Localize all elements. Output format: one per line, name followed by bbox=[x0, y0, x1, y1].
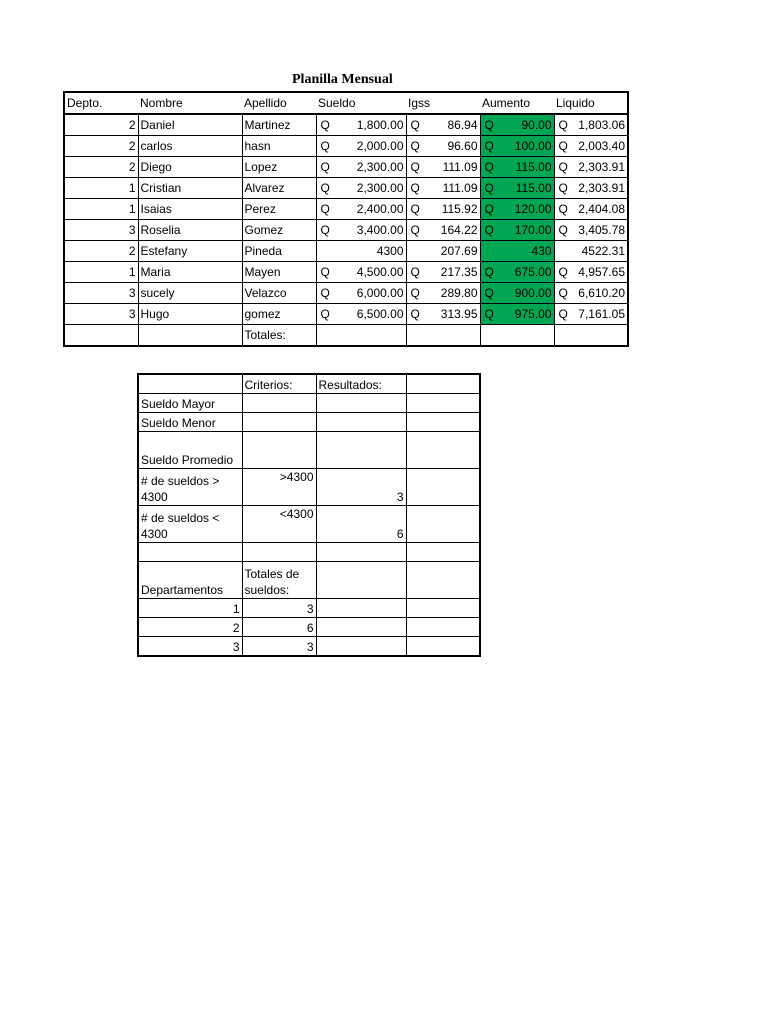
departamento-total[interactable]: 3 bbox=[242, 637, 316, 657]
departamento-total[interactable]: 6 bbox=[242, 618, 316, 637]
sueldo-menor-row bbox=[138, 413, 480, 432]
amount: 1,803.06 bbox=[578, 118, 625, 132]
cell[interactable] bbox=[64, 325, 138, 347]
cell[interactable] bbox=[316, 413, 406, 432]
currency-symbol: Q bbox=[558, 265, 568, 279]
nombre-cell[interactable]: Cristian bbox=[138, 178, 242, 199]
criterios-label[interactable]: Criterios: bbox=[242, 374, 316, 394]
table-row bbox=[64, 199, 628, 220]
header-aumento[interactable]: Aumento bbox=[480, 92, 554, 114]
amount: 100.00 bbox=[514, 139, 552, 153]
table-row bbox=[64, 262, 628, 283]
table-row bbox=[64, 304, 628, 325]
header-nombre[interactable]: Nombre bbox=[138, 92, 242, 114]
departamentos-header-row bbox=[138, 562, 480, 599]
igss-cell[interactable] bbox=[406, 220, 480, 241]
amount: 115.00 bbox=[515, 181, 552, 195]
amount: 2,003.40 bbox=[578, 139, 625, 153]
departamento-row bbox=[138, 618, 480, 637]
aumento-cell[interactable] bbox=[480, 136, 554, 157]
currency-symbol: Q bbox=[410, 118, 420, 132]
sheet-title: Planilla Mensual bbox=[292, 72, 393, 87]
currency-symbol: Q bbox=[558, 307, 568, 321]
liquido-cell[interactable] bbox=[554, 114, 628, 136]
amount: 96.60 bbox=[447, 139, 478, 153]
amount: 2,303.91 bbox=[578, 181, 625, 195]
table-row bbox=[64, 157, 628, 178]
amount: 6,500.00 bbox=[356, 307, 404, 321]
currency-symbol: Q bbox=[558, 118, 568, 132]
igss-cell[interactable] bbox=[406, 114, 480, 136]
currency-symbol: Q bbox=[558, 202, 568, 216]
header-liquido[interactable]: Liquido bbox=[554, 92, 628, 114]
aumento-cell[interactable] bbox=[480, 304, 554, 325]
depto-cell[interactable]: 1 bbox=[64, 178, 138, 199]
amount: 2,300.00 bbox=[356, 181, 404, 195]
currency-symbol: Q bbox=[320, 265, 330, 279]
count-less-result[interactable]: 6 bbox=[316, 506, 406, 543]
sueldo-mayor-row bbox=[138, 394, 480, 413]
nombre-cell[interactable]: Daniel bbox=[138, 114, 242, 136]
cell[interactable] bbox=[480, 325, 554, 347]
amount: 289.80 bbox=[440, 286, 478, 300]
cell[interactable] bbox=[316, 325, 406, 347]
header-igss[interactable]: Igss bbox=[406, 92, 480, 114]
apellido-cell[interactable]: Pineda bbox=[242, 241, 316, 262]
departamento-row bbox=[138, 599, 480, 618]
currency-symbol: Q bbox=[484, 202, 494, 216]
igss-cell[interactable] bbox=[406, 157, 480, 178]
currency-symbol: Q bbox=[558, 286, 568, 300]
blank-row bbox=[138, 543, 480, 562]
header-depto[interactable]: Depto. bbox=[64, 92, 138, 114]
apellido-cell[interactable]: gomez bbox=[242, 304, 316, 325]
apellido-cell[interactable]: Gomez bbox=[242, 220, 316, 241]
igss-cell[interactable] bbox=[406, 136, 480, 157]
currency-symbol: Q bbox=[484, 223, 494, 237]
amount: 2,400.00 bbox=[356, 202, 404, 216]
totals-label[interactable]: Totales: bbox=[242, 325, 316, 347]
currency-symbol: Q bbox=[410, 286, 420, 300]
currency-symbol: Q bbox=[410, 181, 420, 195]
currency-symbol: Q bbox=[410, 307, 420, 321]
table-row bbox=[64, 241, 628, 262]
depto-cell[interactable]: 2 bbox=[64, 241, 138, 262]
liquido-cell[interactable]: 4522.31 bbox=[554, 241, 628, 262]
cell[interactable] bbox=[406, 325, 480, 347]
depto-cell[interactable]: 2 bbox=[64, 157, 138, 178]
amount: 313.95 bbox=[440, 307, 478, 321]
igss-cell[interactable] bbox=[406, 178, 480, 199]
amount: 675.00 bbox=[514, 265, 552, 279]
currency-symbol: Q bbox=[320, 139, 330, 153]
currency-symbol: Q bbox=[558, 181, 568, 195]
currency-symbol: Q bbox=[320, 286, 330, 300]
aumento-cell[interactable] bbox=[480, 199, 554, 220]
nombre-cell[interactable]: carlos bbox=[138, 136, 242, 157]
nombre-cell[interactable]: Maria bbox=[138, 262, 242, 283]
payroll-body bbox=[64, 114, 628, 325]
depto-cell[interactable]: 2 bbox=[64, 114, 138, 136]
aumento-cell[interactable] bbox=[480, 178, 554, 199]
aumento-cell[interactable] bbox=[480, 220, 554, 241]
amount: 111.09 bbox=[442, 160, 478, 174]
count-greater-result[interactable]: 3 bbox=[316, 469, 406, 506]
amount: 975.00 bbox=[514, 307, 552, 321]
criteria-header-row bbox=[138, 374, 480, 394]
cell[interactable] bbox=[406, 469, 480, 506]
currency-symbol: Q bbox=[484, 307, 494, 321]
amount: 2,303.91 bbox=[578, 160, 625, 174]
sueldo-cell[interactable] bbox=[316, 199, 406, 220]
liquido-cell[interactable] bbox=[554, 283, 628, 304]
nombre-cell[interactable]: Roselia bbox=[138, 220, 242, 241]
nombre-cell[interactable]: Diego bbox=[138, 157, 242, 178]
apellido-cell[interactable]: Perez bbox=[242, 199, 316, 220]
amount: 111.09 bbox=[442, 181, 478, 195]
count-less-row bbox=[138, 506, 480, 543]
currency-symbol: Q bbox=[484, 118, 494, 132]
cell[interactable] bbox=[316, 394, 406, 413]
table-row bbox=[64, 220, 628, 241]
liquido-cell[interactable] bbox=[554, 304, 628, 325]
cell[interactable] bbox=[406, 374, 480, 394]
aumento-cell[interactable] bbox=[480, 114, 554, 136]
apellido-cell[interactable]: Lopez bbox=[242, 157, 316, 178]
currency-symbol: Q bbox=[558, 223, 568, 237]
cell[interactable] bbox=[406, 543, 480, 562]
sueldo-cell[interactable] bbox=[316, 283, 406, 304]
cell[interactable] bbox=[138, 374, 242, 394]
sueldo-promedio-label[interactable]: Sueldo Promedio bbox=[138, 432, 242, 469]
cell[interactable] bbox=[316, 637, 406, 657]
criteria-table bbox=[137, 373, 481, 657]
cell[interactable] bbox=[406, 413, 480, 432]
amount: 4,500.00 bbox=[356, 265, 404, 279]
header-apellido[interactable]: Apellido bbox=[242, 92, 316, 114]
cell[interactable] bbox=[316, 618, 406, 637]
igss-cell[interactable] bbox=[406, 199, 480, 220]
apellido-cell[interactable]: Velazco bbox=[242, 283, 316, 304]
payroll-table bbox=[63, 91, 629, 347]
departamentos-label[interactable]: Departamentos bbox=[138, 562, 242, 599]
cell[interactable] bbox=[406, 599, 480, 618]
aumento-cell[interactable] bbox=[480, 262, 554, 283]
amount: 120.00 bbox=[514, 202, 552, 216]
cell[interactable] bbox=[242, 432, 316, 469]
apellido-cell[interactable]: hasn bbox=[242, 136, 316, 157]
table-row bbox=[64, 114, 628, 136]
depto-cell[interactable]: 3 bbox=[64, 283, 138, 304]
currency-symbol: Q bbox=[320, 118, 330, 132]
sueldo-mayor-label[interactable]: Sueldo Mayor bbox=[138, 394, 242, 413]
cell[interactable] bbox=[406, 432, 480, 469]
table-row bbox=[64, 283, 628, 304]
cell[interactable] bbox=[316, 599, 406, 618]
departamento-number[interactable]: 2 bbox=[138, 618, 242, 637]
cell[interactable] bbox=[406, 618, 480, 637]
cell[interactable] bbox=[406, 394, 480, 413]
cell[interactable] bbox=[242, 413, 316, 432]
amount: 115.92 bbox=[441, 202, 478, 216]
currency-symbol: Q bbox=[410, 265, 420, 279]
table-row bbox=[64, 136, 628, 157]
cell[interactable] bbox=[138, 543, 242, 562]
nombre-cell[interactable]: Estefany bbox=[138, 241, 242, 262]
payroll-header-row bbox=[64, 92, 628, 114]
amount: 6,000.00 bbox=[356, 286, 404, 300]
header-sueldo[interactable]: Sueldo bbox=[316, 92, 406, 114]
cell[interactable] bbox=[554, 325, 628, 347]
departamento-number[interactable]: 1 bbox=[138, 599, 242, 618]
cell[interactable] bbox=[406, 637, 480, 657]
sueldo-menor-label[interactable]: Sueldo Menor bbox=[138, 413, 242, 432]
apellido-cell[interactable]: Martinez bbox=[242, 114, 316, 136]
resultados-label[interactable]: Resultados: bbox=[316, 374, 406, 394]
liquido-cell[interactable] bbox=[554, 136, 628, 157]
igss-cell[interactable] bbox=[406, 304, 480, 325]
depto-cell[interactable]: 3 bbox=[64, 304, 138, 325]
departamento-total[interactable]: 3 bbox=[242, 599, 316, 618]
currency-symbol: Q bbox=[484, 160, 494, 174]
amount: 3,405.78 bbox=[578, 223, 625, 237]
igss-cell[interactable] bbox=[406, 262, 480, 283]
currency-symbol: Q bbox=[484, 265, 494, 279]
apellido-cell[interactable]: Mayen bbox=[242, 262, 316, 283]
currency-symbol: Q bbox=[558, 160, 568, 174]
currency-symbol: Q bbox=[410, 139, 420, 153]
count-less-criterio[interactable]: <4300 bbox=[242, 506, 316, 543]
departamento-row bbox=[138, 637, 480, 657]
liquido-cell[interactable] bbox=[554, 262, 628, 283]
amount: 2,404.08 bbox=[578, 202, 625, 216]
amount: 6,610.20 bbox=[578, 286, 625, 300]
totales-sueldos-label[interactable]: Totales de sueldos: bbox=[242, 562, 316, 599]
amount: 164.22 bbox=[440, 223, 478, 237]
count-greater-label[interactable]: # de sueldos > 4300 bbox=[138, 469, 242, 506]
currency-symbol: Q bbox=[410, 223, 420, 237]
cell[interactable] bbox=[316, 562, 406, 599]
nombre-cell[interactable]: Isaias bbox=[138, 199, 242, 220]
currency-symbol: Q bbox=[410, 202, 420, 216]
aumento-cell[interactable] bbox=[480, 283, 554, 304]
depto-cell[interactable]: 2 bbox=[64, 136, 138, 157]
currency-symbol: Q bbox=[484, 181, 494, 195]
cell[interactable] bbox=[316, 543, 406, 562]
currency-symbol: Q bbox=[320, 202, 330, 216]
cell[interactable] bbox=[242, 543, 316, 562]
table-row bbox=[64, 178, 628, 199]
igss-cell[interactable] bbox=[406, 283, 480, 304]
sueldo-cell[interactable] bbox=[316, 114, 406, 136]
amount: 2,300.00 bbox=[356, 160, 404, 174]
cell[interactable] bbox=[406, 506, 480, 543]
totals-row bbox=[64, 325, 628, 347]
liquido-cell[interactable] bbox=[554, 199, 628, 220]
currency-symbol: Q bbox=[320, 181, 330, 195]
sueldo-cell[interactable] bbox=[316, 157, 406, 178]
sueldo-cell[interactable]: 4300 bbox=[316, 241, 406, 262]
amount: 3,400.00 bbox=[356, 223, 404, 237]
liquido-cell[interactable] bbox=[554, 157, 628, 178]
amount: 170.00 bbox=[514, 223, 552, 237]
sueldo-cell[interactable] bbox=[316, 262, 406, 283]
cell[interactable] bbox=[316, 432, 406, 469]
currency-symbol: Q bbox=[320, 307, 330, 321]
liquido-cell[interactable] bbox=[554, 178, 628, 199]
currency-symbol: Q bbox=[558, 139, 568, 153]
amount: 86.94 bbox=[447, 118, 478, 132]
aumento-cell[interactable]: 430 bbox=[480, 241, 554, 262]
amount: 7,161.05 bbox=[578, 307, 625, 321]
cell[interactable] bbox=[242, 394, 316, 413]
count-greater-criterio[interactable]: >4300 bbox=[242, 469, 316, 506]
sueldo-cell[interactable] bbox=[316, 178, 406, 199]
aumento-cell[interactable] bbox=[480, 157, 554, 178]
cell[interactable] bbox=[138, 325, 242, 347]
count-less-label[interactable]: # de sueldos < 4300 bbox=[138, 506, 242, 543]
currency-symbol: Q bbox=[320, 160, 330, 174]
amount: 900.00 bbox=[514, 286, 552, 300]
apellido-cell[interactable]: Alvarez bbox=[242, 178, 316, 199]
igss-cell[interactable]: 207.69 bbox=[406, 241, 480, 262]
nombre-cell[interactable]: Hugo bbox=[138, 304, 242, 325]
amount: 1,800.00 bbox=[356, 118, 404, 132]
count-greater-row bbox=[138, 469, 480, 506]
cell[interactable] bbox=[406, 562, 480, 599]
sueldo-cell[interactable] bbox=[316, 220, 406, 241]
amount: 217.35 bbox=[440, 265, 478, 279]
sueldo-cell[interactable] bbox=[316, 304, 406, 325]
currency-symbol: Q bbox=[484, 139, 494, 153]
currency-symbol: Q bbox=[320, 223, 330, 237]
sueldo-cell[interactable] bbox=[316, 136, 406, 157]
depto-cell[interactable]: 1 bbox=[64, 262, 138, 283]
departamentos-body bbox=[138, 599, 480, 657]
amount: 90.00 bbox=[521, 118, 552, 132]
depto-cell[interactable]: 3 bbox=[64, 220, 138, 241]
departamento-number[interactable]: 3 bbox=[138, 637, 242, 657]
currency-symbol: Q bbox=[484, 286, 494, 300]
sueldo-promedio-row bbox=[138, 432, 480, 469]
nombre-cell[interactable]: sucely bbox=[138, 283, 242, 304]
currency-symbol: Q bbox=[410, 160, 420, 174]
amount: 4,957.65 bbox=[578, 265, 625, 279]
amount: 115.00 bbox=[515, 160, 552, 174]
liquido-cell[interactable] bbox=[554, 220, 628, 241]
amount: 2,000.00 bbox=[356, 139, 404, 153]
depto-cell[interactable]: 1 bbox=[64, 199, 138, 220]
